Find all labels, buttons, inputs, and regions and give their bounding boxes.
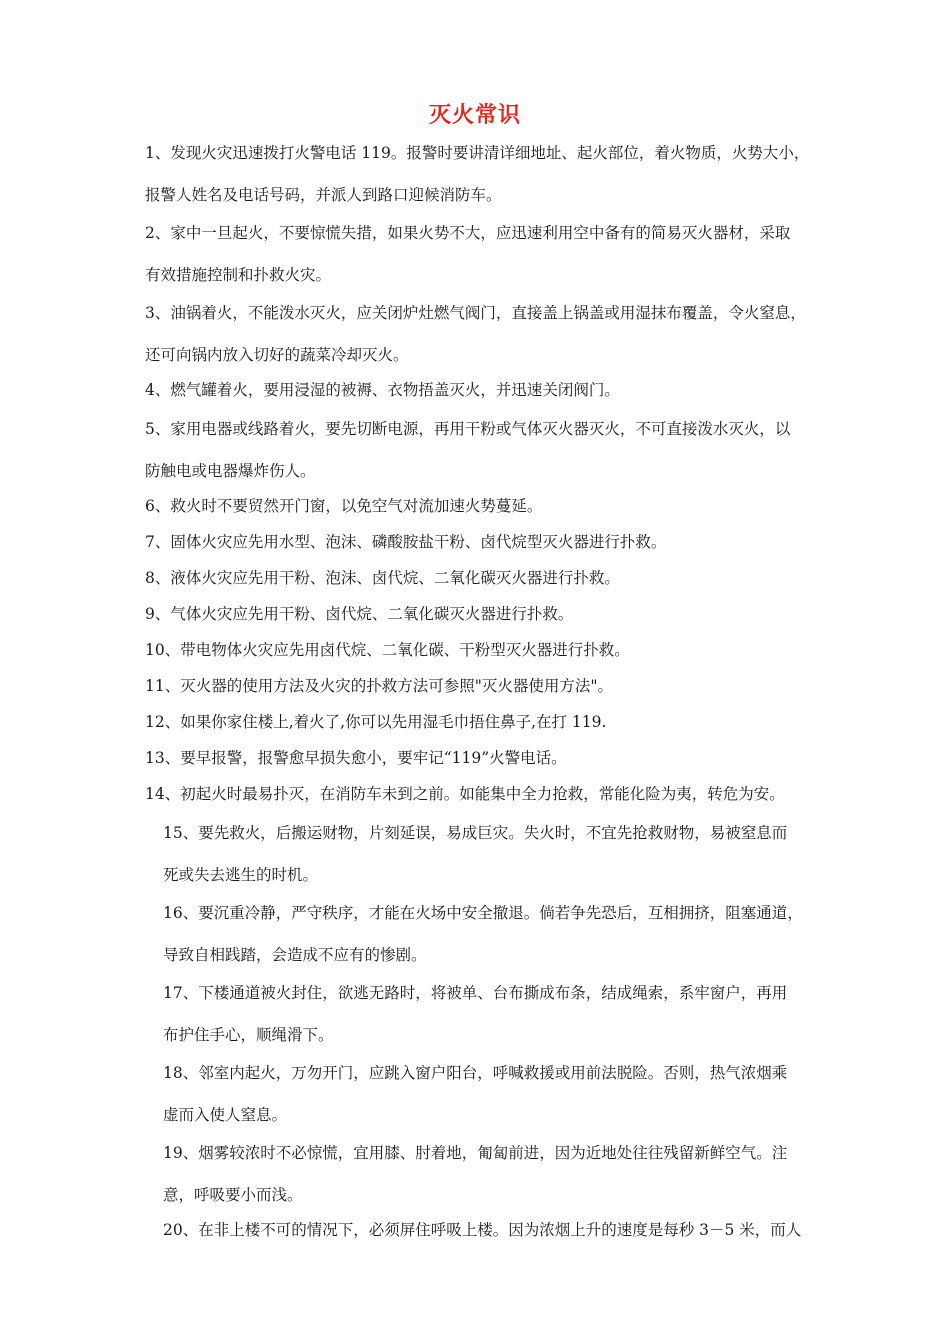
- paragraph-line: 1、发现火灾迅速拨打火警电话 119。报警时要讲清详细地址、起火部位，着火物质，火势大小，: [145, 144, 810, 162]
- paragraph-line: 15、要先救火，后搬运财物，片刻延误，易成巨灾。失火时，不宜先抢救财物，易被窒息而: [163, 824, 788, 842]
- paragraph-line: 17、下楼通道被火封住，欲逃无路时，将被单、台布撕成布条，结成绳索，系牢窗户，再用: [163, 984, 788, 1002]
- paragraph-item: [145, 372, 845, 408]
- paragraph-line: 10、带电物体火灾应先用卤代烷、二氧化碳、干粉型灭火器进行扑救。: [145, 641, 630, 659]
- paragraph-line: 12、如果你家住楼上,着火了,你可以先用湿毛巾捂住鼻子,在打 119.: [145, 713, 607, 731]
- paragraph-item: [145, 892, 845, 976]
- paragraph-item: [145, 1212, 845, 1248]
- paragraph-line: 虚而入使人窒息。: [163, 1106, 288, 1124]
- paragraph-line: 死或失去逃生的时机。: [163, 866, 319, 884]
- paragraph-line: 报警人姓名及电话号码，并派人到路口迎候消防车。: [145, 186, 502, 204]
- paragraph-line: 4、燃气罐着火，要用浸湿的被褥、衣物捂盖灭火，并迅速关闭阀门。: [145, 381, 620, 399]
- paragraph-item: [145, 812, 845, 896]
- paragraph-line: 防触电或电器爆炸伤人。: [145, 462, 316, 480]
- paragraph-item: [145, 668, 845, 704]
- paragraph-line: 7、固体火灾应先用水型、泡沫、磷酸胺盐干粉、卤代烷型灭火器进行扑救。: [145, 533, 667, 551]
- paragraph-line: 20、在非上楼不可的情况下，必须屏住呼吸上楼。因为浓烟上升的速度是每秒 3－5 米，而人: [163, 1221, 802, 1239]
- paragraph-item: [145, 488, 845, 524]
- paragraph-line: 16、要沉重冷静，严守秩序，才能在火场中安全撤退。倘若争先恐后，互相拥挤，阻塞通道，: [163, 904, 803, 922]
- paragraph-line: 11、灭火器的使用方法及火灾的扑救方法可参照"灭火器使用方法"。: [145, 677, 613, 695]
- paragraph-item: [145, 292, 845, 376]
- paragraph-item: [145, 560, 845, 596]
- paragraph-line: 14、初起火时最易扑灭，在消防车未到之前。如能集中全力抢救，常能化险为夷，转危为安。: [145, 785, 785, 803]
- paragraph-item: [145, 596, 845, 632]
- paragraph-line: 5、家用电器或线路着火，要先切断电源，再用干粉或气体灭火器灭火，不可直接泼水灭火，以: [145, 420, 791, 438]
- paragraph-item: [145, 524, 845, 560]
- paragraph-line: 3、油锅着火，不能泼水灭火，应关闭炉灶燃气阀门，直接盖上锅盖或用湿抹布覆盖，令火窒息，: [145, 304, 806, 322]
- paragraph-line: 导致自相践踏，会造成不应有的惨剧。: [163, 946, 427, 964]
- paragraph-line: 意，呼吸要小而浅。: [163, 1186, 303, 1204]
- paragraph-line: 布护住手心，顺绳滑下。: [163, 1026, 334, 1044]
- paragraph-line: 还可向锅内放入切好的蔬菜冷却灭火。: [145, 346, 409, 364]
- paragraph-line: 19、烟雾较浓时不必惊慌，宜用膝、肘着地，匍匐前进，因为近地处往往残留新鲜空气。注: [163, 1144, 788, 1162]
- paragraph-item: [145, 740, 845, 776]
- paragraph-line: 13、要早报警，报警愈早损失愈小，要牢记“119”火警电话。: [145, 749, 567, 767]
- paragraph-line: 9、气体火灾应先用干粉、卤代烷、二氧化碳灭火器进行扑救。: [145, 605, 574, 623]
- paragraph-item: [145, 704, 845, 740]
- document-body: [145, 132, 845, 1248]
- paragraph-item: [145, 132, 845, 216]
- paragraph-item: [145, 1132, 845, 1216]
- paragraph-line: 2、家中一旦起火，不要惊慌失措，如果火势不大，应迅速利用空中备有的简易灭火器材，采取: [145, 224, 791, 242]
- paragraph-line: 6、救火时不要贸然开门窗，以免空气对流加速火势蔓延。: [145, 497, 543, 515]
- paragraph-item: [145, 1052, 845, 1136]
- document-title: 灭火常识: [428, 103, 521, 128]
- paragraph-item: [145, 776, 845, 812]
- paragraph-item: [145, 632, 845, 668]
- paragraph-item: [145, 972, 845, 1056]
- paragraph-line: 18、邻室内起火，万勿开门，应跳入窗户阳台，呼喊救援或用前法脱险。否则，热气浓烟乘: [163, 1064, 788, 1082]
- paragraph-item: [145, 212, 845, 296]
- paragraph-line: 8、液体火灾应先用干粉、泡沫、卤代烷、二氧化碳灭火器进行扑救。: [145, 569, 620, 587]
- paragraph-line: 有效措施控制和扑救火灾。: [145, 266, 332, 284]
- paragraph-item: [145, 408, 845, 492]
